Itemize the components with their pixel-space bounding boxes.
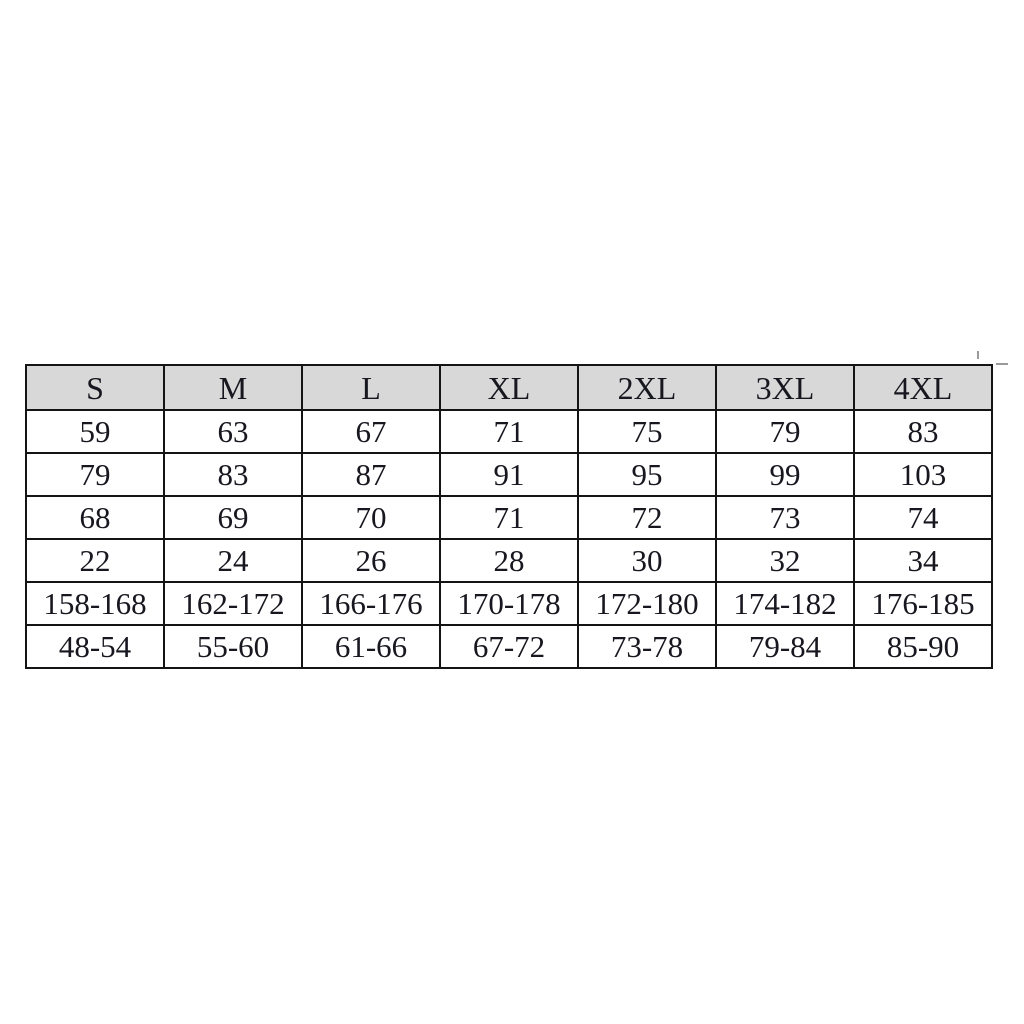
- table-cell: 85-90: [854, 625, 992, 668]
- table-cell: 32: [716, 539, 854, 582]
- table-row: [26, 496, 992, 539]
- table-cell: 28: [440, 539, 578, 582]
- table-cell: 83: [164, 453, 302, 496]
- table-cell: 158-168: [26, 582, 164, 625]
- table-cell: 170-178: [440, 582, 578, 625]
- table-cell: 67: [302, 410, 440, 453]
- table-cell: 67-72: [440, 625, 578, 668]
- header-cell-3xl: 3XL: [716, 365, 854, 410]
- table-cell: 72: [578, 496, 716, 539]
- table-cell: 48-54: [26, 625, 164, 668]
- header-cell-s: S: [26, 365, 164, 410]
- table-cell: 22: [26, 539, 164, 582]
- table-cell: 69: [164, 496, 302, 539]
- table-cell: 26: [302, 539, 440, 582]
- table-cell: 74: [854, 496, 992, 539]
- table-cell: 71: [440, 496, 578, 539]
- table-row: [26, 410, 992, 453]
- table-cell: 79: [716, 410, 854, 453]
- table-cell: 174-182: [716, 582, 854, 625]
- header-cell-4xl: 4XL: [854, 365, 992, 410]
- table-row: [26, 453, 992, 496]
- table-cell: 95: [578, 453, 716, 496]
- table-cell: 75: [578, 410, 716, 453]
- table-cell: 83: [854, 410, 992, 453]
- table-row: [26, 625, 992, 668]
- table-cell: 99: [716, 453, 854, 496]
- table-cell: 162-172: [164, 582, 302, 625]
- table-cell: 73: [716, 496, 854, 539]
- table-cell: 172-180: [578, 582, 716, 625]
- table-cell: 30: [578, 539, 716, 582]
- table-cell: 24: [164, 539, 302, 582]
- table-cell: 103: [854, 453, 992, 496]
- table-cell: 91: [440, 453, 578, 496]
- header-row: [26, 365, 992, 410]
- size-chart-body: [26, 410, 992, 668]
- table-row: [26, 539, 992, 582]
- table-cell: 176-185: [854, 582, 992, 625]
- table-cell: 63: [164, 410, 302, 453]
- scan-artifact-tick: [977, 351, 979, 359]
- header-cell-m: M: [164, 365, 302, 410]
- table-cell: 71: [440, 410, 578, 453]
- table-cell: 79-84: [716, 625, 854, 668]
- table-row: [26, 582, 992, 625]
- header-cell-l: L: [302, 365, 440, 410]
- table-cell: 59: [26, 410, 164, 453]
- header-cell-xl: XL: [440, 365, 578, 410]
- table-cell: 68: [26, 496, 164, 539]
- table-cell: 79: [26, 453, 164, 496]
- table-cell: 70: [302, 496, 440, 539]
- header-cell-2xl: 2XL: [578, 365, 716, 410]
- table-cell: 55-60: [164, 625, 302, 668]
- table-cell: 61-66: [302, 625, 440, 668]
- scan-artifact-dash: [996, 363, 1008, 365]
- table-cell: 73-78: [578, 625, 716, 668]
- size-chart-header: [26, 365, 992, 410]
- table-cell: 166-176: [302, 582, 440, 625]
- table-cell: 87: [302, 453, 440, 496]
- table-cell: 34: [854, 539, 992, 582]
- size-chart-table: [25, 364, 993, 669]
